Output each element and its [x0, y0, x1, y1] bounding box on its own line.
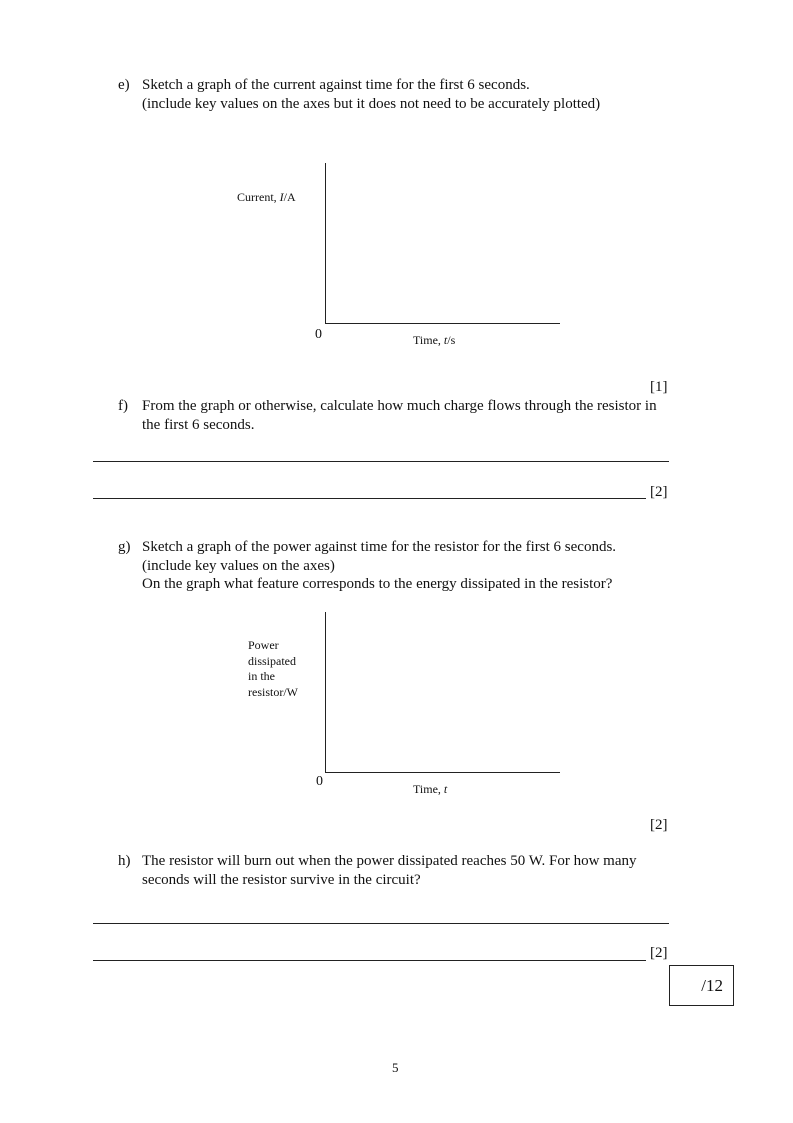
question-letter: h) — [118, 853, 131, 869]
marks-label: [2] — [650, 945, 668, 961]
question-letter: g) — [118, 539, 131, 555]
question-text-line: the first 6 seconds. — [142, 417, 255, 433]
question-text-line: Sketch a graph of the current against time for the first 6 seconds. — [142, 77, 530, 93]
question-text-line: seconds will the resistor survive in the circuit? — [142, 872, 421, 888]
question-letter: f) — [118, 398, 128, 414]
origin-label: 0 — [316, 774, 323, 789]
total-marks-box — [669, 965, 734, 1006]
answer-line[interactable] — [93, 498, 646, 499]
total-marks: /12 — [701, 975, 723, 995]
y-axis-label-line: dissipated — [248, 653, 296, 668]
origin-label: 0 — [315, 327, 322, 342]
x-axis-label: Time, t — [413, 782, 448, 796]
x-axis-label: Time, t/s — [413, 333, 456, 347]
answer-line[interactable] — [93, 960, 646, 961]
page-number: 5 — [392, 1060, 399, 1075]
question-text-line: On the graph what feature corresponds to the energy dissipated in the resistor? — [142, 576, 613, 592]
answer-line[interactable] — [93, 461, 669, 462]
y-axis — [325, 163, 326, 324]
question-letter: e) — [118, 77, 130, 93]
y-axis-label — [248, 638, 298, 700]
question-text-line: From the graph or otherwise, calculate how much charge flows through the resistor in — [142, 398, 657, 414]
x-axis — [325, 772, 560, 773]
y-axis — [325, 612, 326, 773]
question-text-line: The resistor will burn out when the power dissipated reaches 50 W. For how many — [142, 853, 637, 869]
marks-label: [1] — [650, 379, 668, 395]
y-axis-label-line: resistor/W — [248, 684, 298, 699]
y-axis-label: Current, I/A — [237, 190, 296, 204]
y-axis-label-line: Power — [248, 638, 279, 652]
answer-line[interactable] — [93, 923, 669, 924]
y-axis-label-line: in the — [248, 669, 275, 683]
question-text-line: (include key values on the axes) — [142, 558, 335, 574]
question-text-line: (include key values on the axes but it does not need to be accurately plotted) — [142, 96, 601, 112]
marks-label: [2] — [650, 484, 668, 500]
question-text-line: Sketch a graph of the power against time for the resistor for the first 6 seconds. — [142, 539, 617, 555]
x-axis — [325, 323, 560, 324]
marks-label: [2] — [650, 817, 668, 833]
